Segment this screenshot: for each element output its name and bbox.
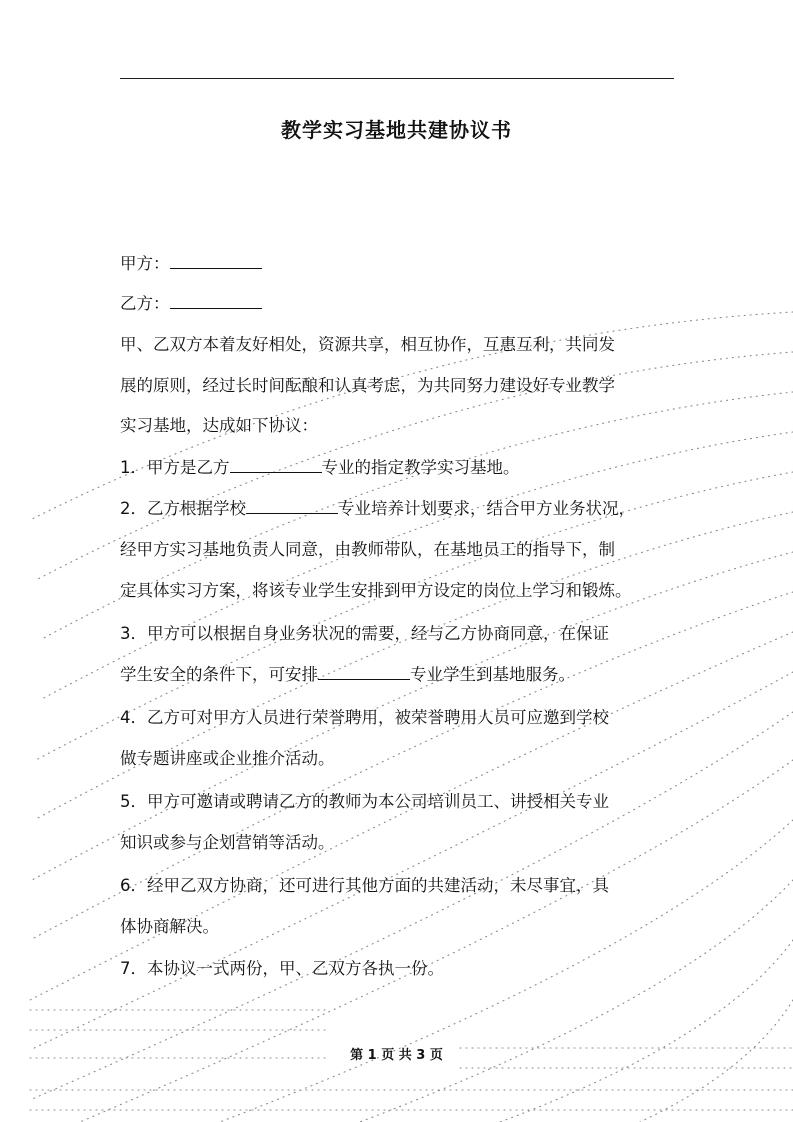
clause-3-prefix: 学生安全的条件下，可安排 [120,665,318,684]
party-b-label: 乙方： [120,294,170,313]
clause-2-line-3: 定具体实习方案，将该专业学生安排到甲方设定的岗位上学习和锻炼。 [120,581,632,600]
clause-4-line-2: 做专题讲座或企业推介活动。 [120,749,335,768]
clause-5-line-1: 5．甲方可邀请或聘请乙方的教师为本公司培训员工、讲授相关专业 [120,792,609,811]
intro-line-1: 甲、乙双方本着友好相处，资源共享，相互协作，互惠互利，共同发 [120,335,615,354]
clause-6-line-2: 体协商解决。 [120,917,219,936]
document-title: 教学实习基地共建协议书 [281,118,512,142]
clause-6-line-1: 6．经甲乙双方协商，还可进行其他方面的共建活动，未尽事宜，具 [120,876,609,895]
clause-3-line-2 [120,663,680,687]
clause-1-prefix: 1．甲方是乙方 [120,458,230,477]
intro-line-2: 展的原则，经过长时间酝酿和认真考虑，为共同努力建设好专业教学 [120,376,615,395]
page-footer: 第 1 页 共 3 页 [350,1048,443,1063]
clause-5-line-2: 知识或参与企划营销等活动。 [120,833,335,852]
party-b-blank[interactable] [170,292,262,309]
clause-1-blank[interactable] [230,456,322,473]
party-a-line [120,252,680,276]
clause-3-suffix: 专业学生到基地服务。 [410,665,575,684]
clause-2-blank[interactable] [246,497,338,514]
clause-3-line-1: 3．甲方可以根据自身业务状况的需要，经与乙方协商同意，在保证 [120,624,609,643]
clause-3-blank[interactable] [318,663,410,680]
clause-1-suffix: 专业的指定教学实习基地。 [321,458,520,477]
clause-2-line-2: 经甲方实习基地负责人同意，由教师带队，在基地员工的指导下，制 [120,540,615,559]
party-a-blank[interactable] [170,252,262,269]
clause-2-prefix: 2．乙方根据学校 [120,499,246,518]
header-rule [120,78,674,79]
clause-4-line-1: 4．乙方可对甲方人员进行荣誉聘用，被荣誉聘用人员可应邀到学校 [120,708,609,727]
party-a-label: 甲方： [120,254,170,273]
party-b-line [120,292,680,316]
clause-7-line-1: 7．本协议一式两份，甲、乙双方各执一份。 [120,959,444,978]
clause-1 [120,456,680,480]
clause-2-line-1 [120,497,680,521]
intro-line-3: 实习基地，达成如下协议： [120,416,318,435]
clause-2-suffix: 专业培养计划要求，结合甲方业务状况， [338,499,635,518]
